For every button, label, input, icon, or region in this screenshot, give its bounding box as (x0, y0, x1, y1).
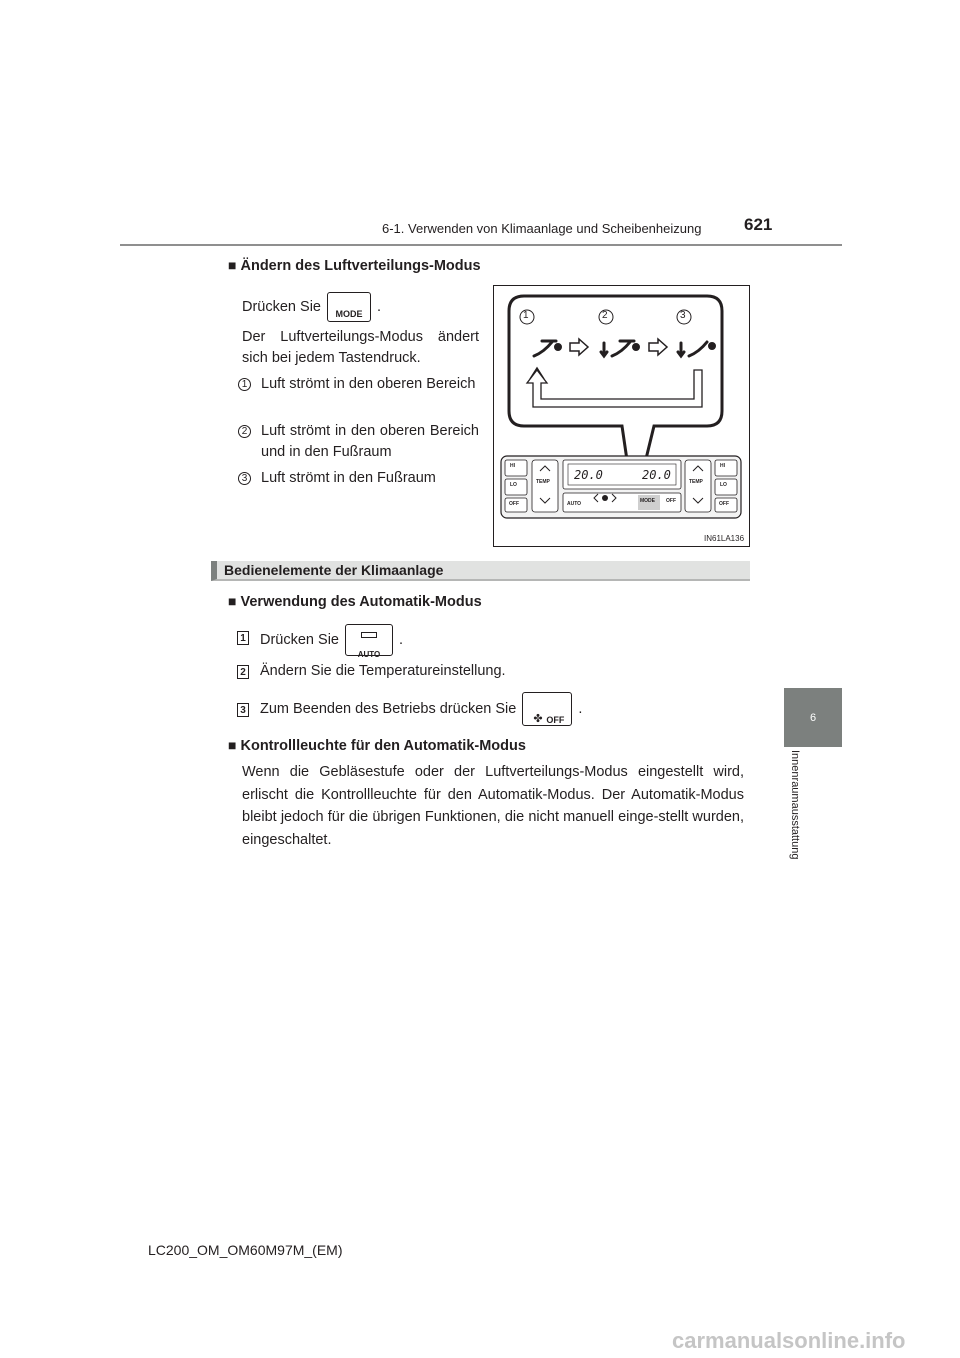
indicator-text: Wenn die Gebläsestufe oder der Luftverteilungs-Modus eingestellt wird, erlischt die Kontrollleuchte für den Automatik-Modus. Der Automatik-Modus bleibt jedoch für die übrigen Funktionen, die nicht manuell einge-stellt wurden, eingeschaltet. (242, 764, 744, 848)
press-prefix: Drücken Sie (242, 298, 321, 315)
chapter-title-wrap (787, 750, 807, 890)
step-1-prefix: Drücken Sie (260, 631, 339, 648)
indicator-heading (228, 737, 526, 754)
display-temp-right: 20.0 (642, 468, 671, 482)
air-mode-heading-text: Ändern des Luftverteilungs-Modus (240, 258, 481, 274)
hi-label-right: HI (720, 463, 725, 469)
chapter-tab[interactable] (784, 688, 842, 747)
auto-mode-heading (228, 593, 482, 610)
step-3-suffix: . (578, 701, 583, 717)
mode-key-label: MODE (335, 309, 363, 319)
callout-1: 1 (523, 310, 529, 321)
temp-label-right: TEMP (689, 479, 703, 485)
square-bullet-icon: ■ (228, 737, 237, 753)
lo-label-left: LO (510, 482, 517, 488)
callout-2: 2 (602, 310, 608, 321)
air-mode-description: Der Luftverteilungs-Modus ändert sich bei jedem Tastendruck. (242, 329, 479, 366)
off-label-left: OFF (509, 501, 519, 507)
page-number: 621 (744, 215, 773, 234)
section-heading-text: Bedienelemente der Klimaanlage (224, 562, 444, 578)
air-mode-heading (228, 257, 481, 274)
auto-key-label: AUTO (357, 650, 381, 659)
climate-panel-figure (493, 285, 750, 547)
step-3-number: 3 (237, 703, 249, 717)
chapter-number: 6 (809, 711, 817, 724)
press-suffix: . (377, 298, 382, 315)
mode-key-icon (327, 292, 371, 322)
mode-label: MODE (640, 498, 655, 504)
square-bullet-icon: ■ (228, 257, 237, 273)
document-code: LC200_OM_OM60M97M_(EM) (148, 1242, 343, 1258)
item-2-text: Luft strömt in den oberen Bereich und in den Fußraum (261, 423, 479, 460)
section-title: 6-1. Verwenden von Klimaanlage und Scheibenheizung (382, 221, 702, 236)
fan-icon: ✤ (533, 713, 543, 726)
fan-off-key-icon (522, 692, 572, 726)
off-key-label: OFF (546, 715, 565, 726)
temp-label-left: TEMP (536, 479, 550, 485)
auto-label: AUTO (567, 501, 582, 507)
header-rule (120, 244, 842, 246)
auto-key-icon (345, 624, 393, 659)
step-3-text (260, 692, 582, 726)
air-mode-press-line (242, 292, 482, 322)
item-3-number: 3 (238, 472, 251, 485)
step-2-number: 2 (237, 665, 249, 679)
section-heading-bar (211, 561, 750, 581)
step-1-number: 1 (237, 631, 249, 645)
item-1-number: 1 (238, 378, 251, 391)
off-label-right: OFF (719, 501, 729, 507)
figure-code: IN61LA136 (704, 534, 745, 543)
step-1-suffix: . (399, 631, 404, 648)
step-3-prefix: Zum Beenden des Betriebs drücken Sie (260, 701, 517, 717)
fan-off-label: OFF (666, 498, 676, 504)
climate-panel-illustration (494, 286, 749, 546)
lo-label-right: LO (720, 482, 727, 488)
step-2-text: Ändern Sie die Temperatureinstellung. (260, 663, 506, 679)
callout-3: 3 (680, 310, 686, 321)
step-1-text (260, 624, 404, 659)
hi-label-left: HI (510, 463, 515, 469)
auto-mode-heading-text: Verwendung des Automatik-Modus (240, 594, 482, 610)
item-3-text: Luft strömt in den Fußraum (261, 470, 436, 486)
item-2-number: 2 (238, 425, 251, 438)
display-temp-left: 20.0 (574, 468, 603, 482)
watermark: carmanualsonline.info (672, 1328, 906, 1353)
indicator-heading-text: Kontrollleuchte für den Automatik-Modus (240, 738, 526, 754)
chapter-title: Innenraumausstattung (789, 750, 801, 860)
control-panel-drawing (501, 456, 741, 518)
square-bullet-icon: ■ (228, 593, 237, 609)
item-1-text: Luft strömt in den oberen Bereich (261, 376, 476, 392)
auto-indicator-icon (361, 632, 377, 638)
